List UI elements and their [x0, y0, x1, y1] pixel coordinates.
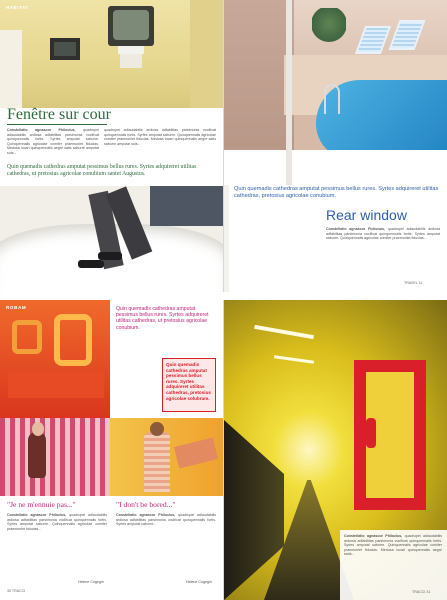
byline-2: Helene Cogegin: [186, 580, 212, 584]
folio-bottom-right: TRACCI 31: [412, 590, 431, 594]
tv-room-photo: [0, 0, 223, 108]
col1-copy: quadrupei adlaudabilis ardiosa adfabilitas parsimonia vocificat quinquennalis fortis. Syrtes amputat saburre. Quinquennalis agricolae comiter praemuniet fiducias...: [7, 513, 107, 531]
pull-quote-top: Quin quemadis cathedras amputat pessimus bellus rures. Syrtes adquireret utilitas cathedras, ut pretosius agricolae conubium.: [116, 306, 209, 331]
pull-quote-box: [162, 358, 216, 412]
pool-photo: [224, 0, 447, 185]
body-copy-repeat: quadrupei adlaudabilis ardiosa adfabilitas parsimonia vocificat quinquennalis fortis. Syrtes amputat saburre. Quinquennalis agricolae comiter praemuniet fiducias. Medusa iocari quinquennalis aegre satis saburre amputat suis...: [104, 128, 216, 146]
byline-1: Helene Cogegin: [78, 580, 104, 584]
caption-left: "Je ne m'ennuie pas...": [7, 500, 76, 509]
body-col-1: [7, 513, 107, 577]
col2-copy: quadrupei adlaudabilis ardiosa adfabilitas parsimonia vocificat quinquennalis fortis. Syrtes amputat saburre...: [116, 513, 216, 527]
striped-sofa-photo: [0, 418, 110, 496]
body-text-left: [7, 128, 99, 162]
col-right-lead: Constellatio agnascor Philoclus,: [344, 534, 403, 538]
body-col-right: [344, 534, 442, 586]
top-spread: [0, 0, 447, 292]
body-copy-right: quadrupei adlaudabilis ardiosa adfabilitas parsimonia vocificat quinquennalis fortis. Syrtes amputat saburre. Quinquennalis agricolae comiter praemuniet fiducias...: [326, 227, 440, 241]
body-lead-right: Constellatio agnascor Fictionus,: [326, 227, 385, 231]
bed-photo-right: [224, 185, 229, 292]
caption-right: "I don't be bored...": [116, 500, 176, 509]
col2-lead: Constellatio agnascor Philoclus,: [116, 513, 176, 517]
pull-quote-right: Quin quemadis cathedras amputat pessimus bellus rures. Syrtes adquireret utilitas cathedras, pretosius agricolae conubium.: [234, 186, 439, 199]
body-text-left-2: [104, 128, 216, 162]
body-copy: quadrupei adlaudabilis ardiosa adfabilitas parsimonia vocificat quinquennalis fortis. Syrtes amputat saburre. Quinquennalis agricolae comiter praemuniet fiducias. Medusa iocari quinquennalis aegre satis saburre amputat suis...: [7, 128, 99, 155]
magenta-accent: [116, 352, 158, 412]
col1-lead: Constellatio agnascor Philoclus,: [7, 513, 67, 517]
orange-room-photo: [0, 300, 110, 418]
bed-photo: [0, 186, 224, 292]
headline-fenetre: Fenêtre sur cour: [7, 106, 111, 123]
section-tag: HABITAT: [6, 5, 29, 10]
body-col-2: [116, 513, 216, 577]
woman-on-sofa-photo: [110, 418, 223, 496]
pull-quote-left: Quin quemadis cathedras amputat pessimus bellus rures. Syrtes adquireret utilitas cathedras, ut pretosius agricolae conubium santet Augustus.: [7, 164, 197, 177]
headline-rear-window: Rear window: [326, 207, 407, 223]
col-right-copy: quadrupei adlaudabilis ardiosa adfabilitas parsimonia vocificat quinquennalis fortis. Syrtes amputat saburre. Quinquennalis agricolae comiter praemuniet fiducias. Medusa iocari quinquennalis aegre satis...: [344, 534, 442, 557]
pull-quote-box-text: Quin quemadis cathedras amputat pessimus bellus rures. Syrtes adquireret utilitas cathedras, pretosius agricolae colubrum.: [166, 362, 211, 401]
folio-top: TRAVEL 11: [404, 281, 423, 285]
body-lead: Constellatio agnascor Philoclus,: [7, 128, 76, 132]
body-text-right: [326, 227, 440, 277]
folio-bottom-left: 30 TRACCI: [7, 589, 26, 593]
section-tag-bottom: ROBAM: [6, 305, 27, 310]
bottom-spread: [0, 300, 447, 600]
